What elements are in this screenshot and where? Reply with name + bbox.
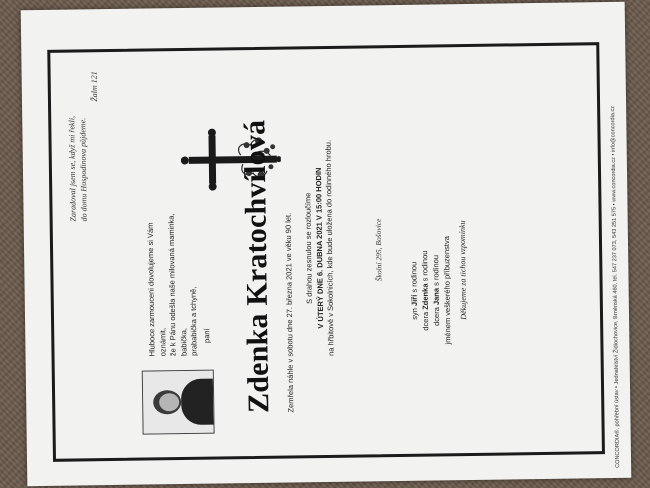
intro-line-2: že k Pánu odešla naše milovaná maminka, babička, (166, 213, 189, 357)
announcement-text (145, 206, 212, 357)
funeral-details (302, 78, 338, 418)
psalm-line-2: do domu Hospodinova půjdeme. (78, 117, 89, 222)
mourner-row-relatives: jménem veškerého příbuzenstva (441, 236, 453, 345)
intro-line-1: Hlubоce zarmouceni dovolujeme si Vám oznámit, (145, 222, 168, 357)
mourners-list (407, 190, 454, 391)
mourner-row: dcera Zdenka s rodinou (420, 250, 431, 331)
psalm-reference: Žalm 121 (89, 71, 99, 102)
psalm-line-1: Zaradoval jsem se, když mi řekli, (67, 115, 78, 222)
psalm-quote (66, 71, 102, 221)
mourner-row: dcera Jana s rodinou (431, 254, 442, 326)
thanks-text: Děkujeme za tichou vzpomínku (457, 220, 469, 320)
obituary-sheet (21, 2, 632, 486)
funeral-service-footer: CONCORDIA®, pohřební ústav • Jednatelství Židlochovice, Brněnská 460, tel. 547 237 073, 543 251 575 • www.concordia.cz • info@concordia.cz (610, 105, 622, 468)
death-date-text: Zemřela náhle v sobotu dne 27. března 2021 ve věku 90 let. (283, 212, 296, 413)
funeral-line-2: V ÚTERÝ DNE 6. DUBNA 2021 V 15:00 HODIN (313, 167, 325, 329)
funeral-line-1: S drahou zesnulou se rozloučíme (303, 192, 314, 304)
portrait-photo (142, 370, 215, 435)
funeral-line-3: na hřbitově v Sokolnicích, kde bude uložena do rodinného hrobu. (323, 139, 336, 357)
notice-content (51, 48, 597, 456)
obituary-notice (21, 2, 632, 486)
deceased-name: Zdenka Kratochvílová (238, 119, 276, 414)
intro-pani: paní (201, 328, 211, 344)
mourner-row: syn Jiří s rodinou (409, 261, 420, 320)
intro-line-3: prababička a tchyně, (188, 286, 199, 356)
family-address: Školní 295, Bošovice (373, 218, 384, 282)
